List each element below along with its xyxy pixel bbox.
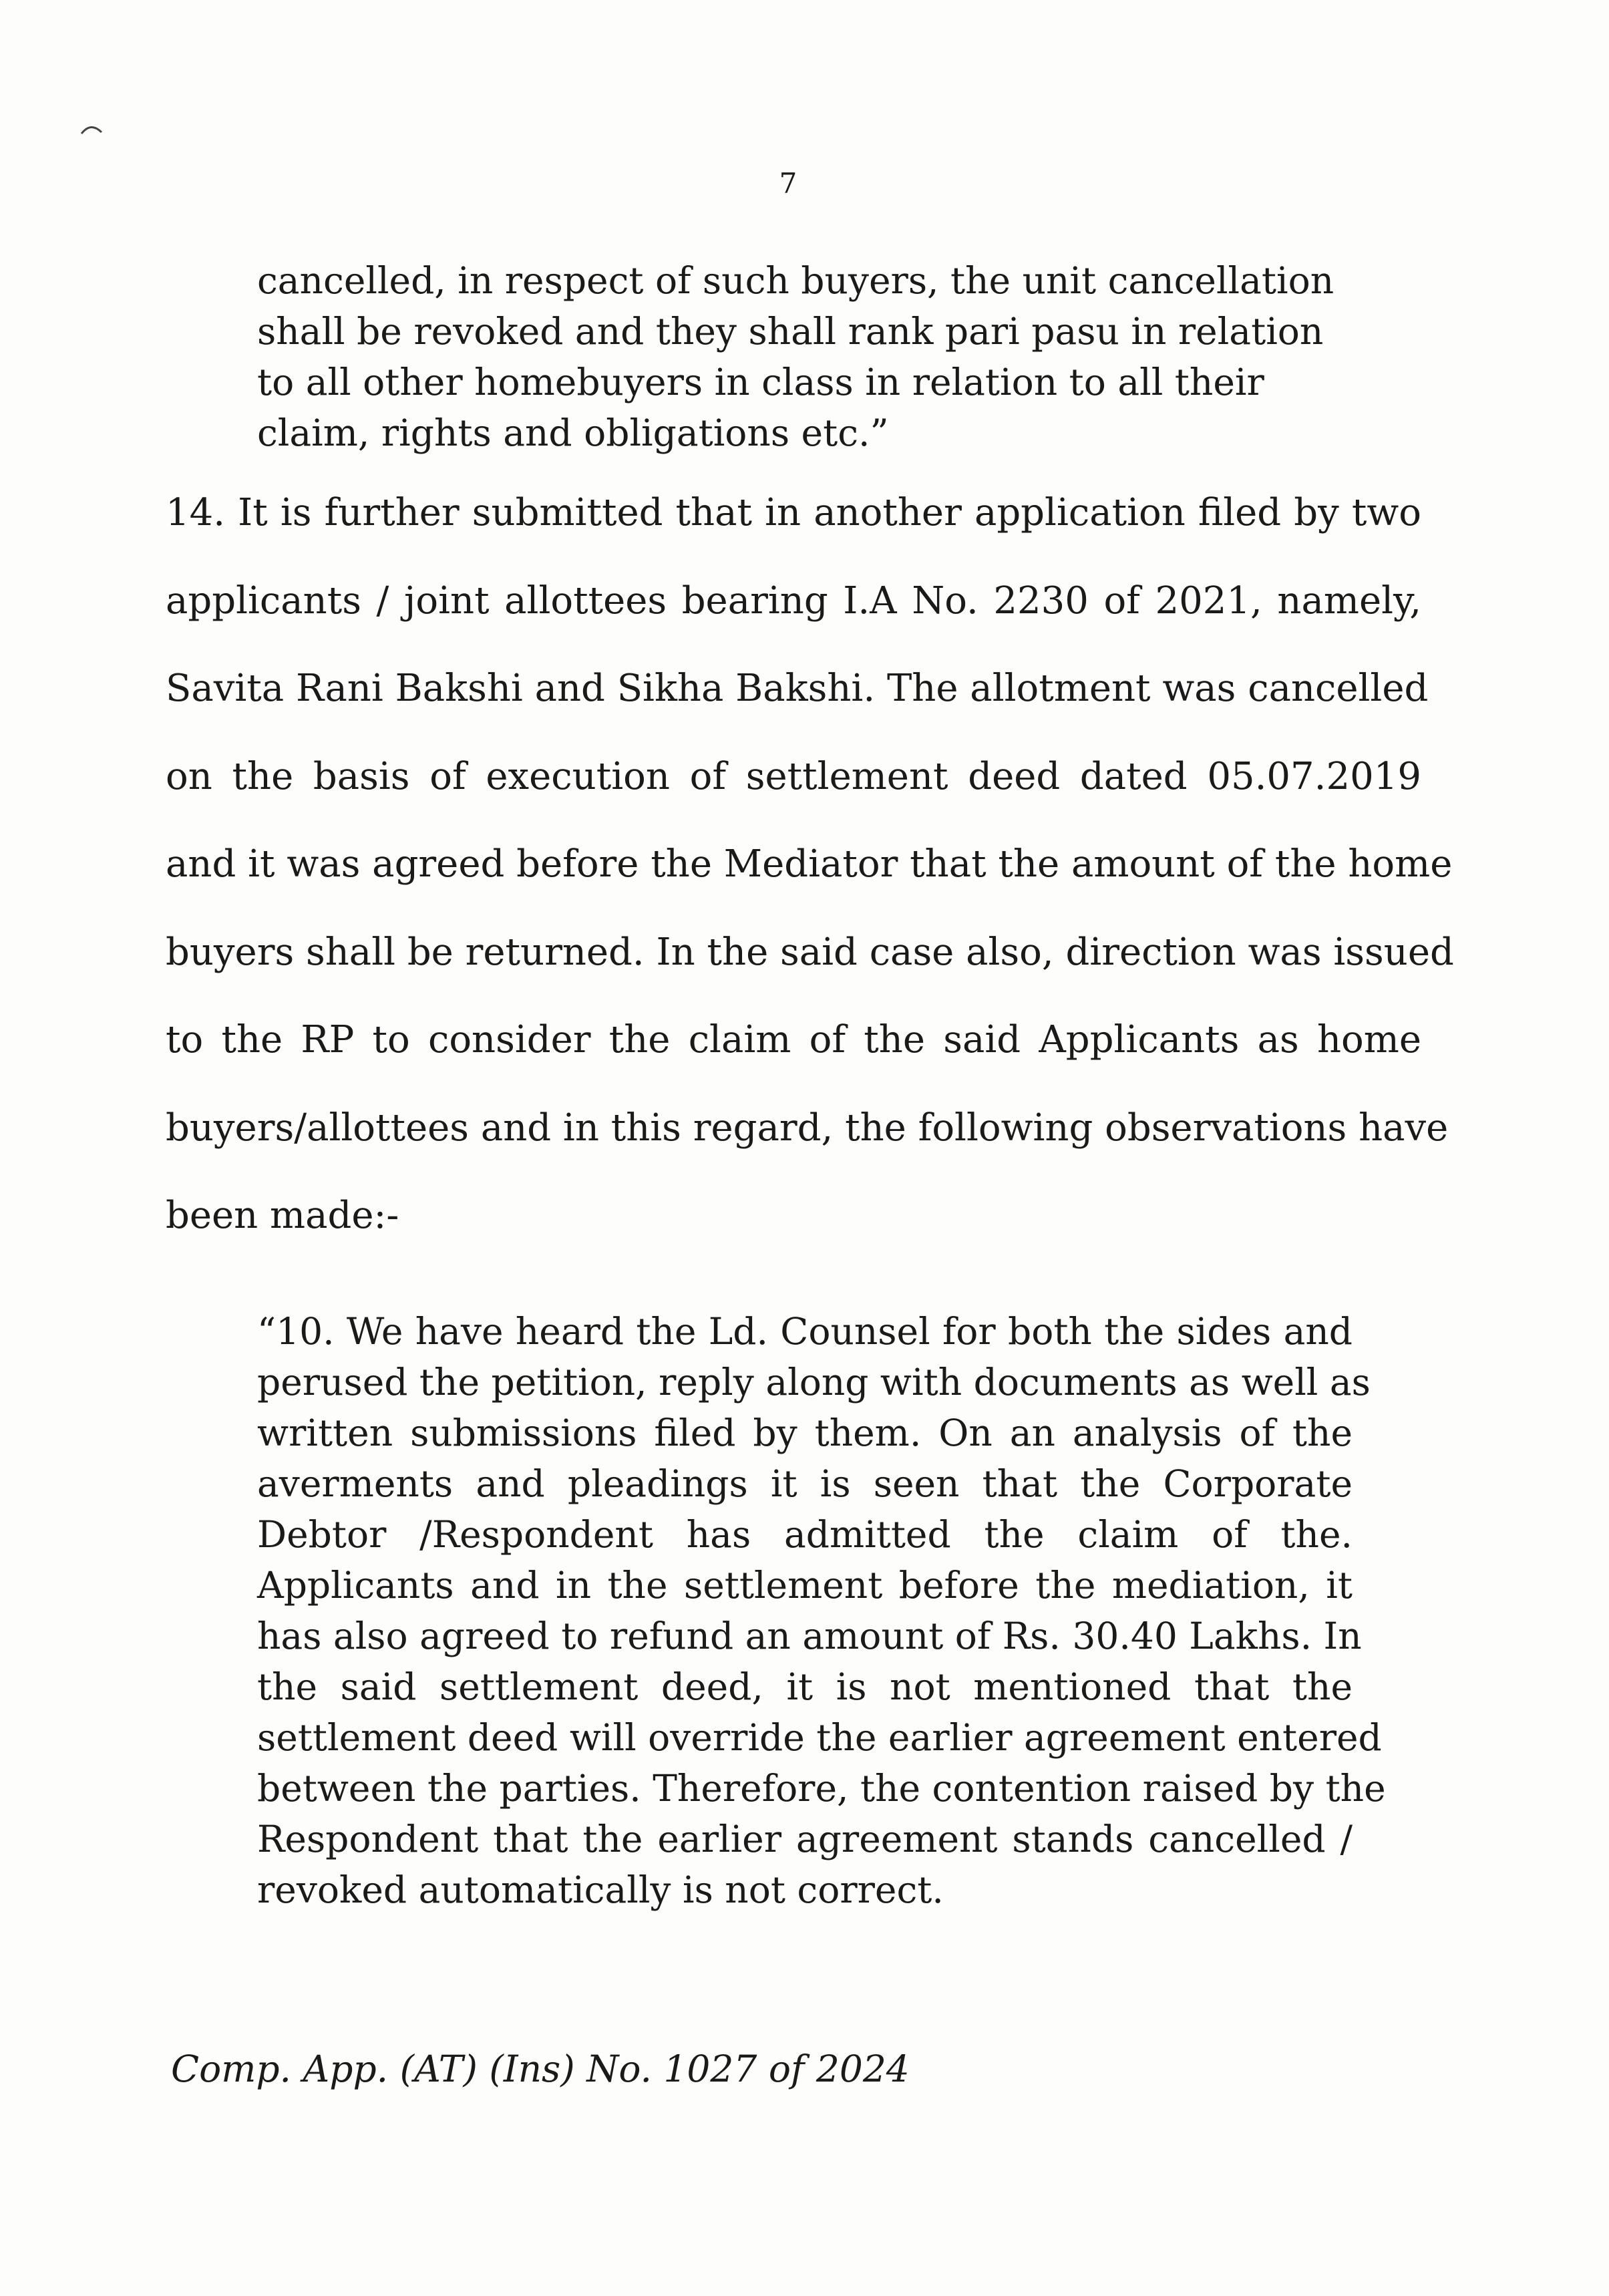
paragraph-14 xyxy=(166,484,1454,1275)
quote-line: Debtor /Respondent has admitted the claim of the. xyxy=(257,1513,1353,1556)
paragraph-line: buyers/allottees and in this regard, the following observations have xyxy=(166,1106,1449,1150)
quote-line: revoked automatically is not correct. xyxy=(257,1868,944,1911)
quote-line: “10. We have heard the Ld. Counsel for both the sides and xyxy=(257,1310,1353,1353)
paragraph-line: buyers shall be returned. In the said case also, direction was issued xyxy=(166,930,1454,974)
block-quote-continuation xyxy=(257,255,1339,458)
page-number: 7 xyxy=(779,167,797,200)
quote-line: claim, rights and obligations etc.” xyxy=(257,412,889,454)
quote-line: Applicants and in the settlement before the mediation, it xyxy=(257,1564,1353,1607)
block-quote-observations xyxy=(257,1306,1386,1915)
paragraph-line: applicants / joint allottees bearing I.A No. 2230 of 2021, namely, xyxy=(166,579,1421,623)
quote-line: settlement deed will override the earlier agreement entered xyxy=(257,1716,1382,1759)
paragraph-line: 14. It is further submitted that in another application filed by two xyxy=(166,491,1421,534)
case-reference-footer: Comp. App. (AT) (Ins) No. 1027 of 2024 xyxy=(171,2047,910,2090)
quote-line: has also agreed to refund an amount of Rs. 30.40 Lakhs. In xyxy=(257,1615,1362,1657)
paragraph-line: to the RP to consider the claim of the said Applicants as home xyxy=(166,1018,1421,1061)
quote-line: the said settlement deed, it is not mentioned that the xyxy=(257,1665,1353,1708)
quote-line: cancelled, in respect of such buyers, the unit cancellation xyxy=(257,259,1334,302)
quote-line: Respondent that the earlier agreement stands cancelled / xyxy=(257,1818,1353,1860)
quote-line: averments and pleadings it is seen that the Corporate xyxy=(257,1462,1353,1505)
quote-line: written submissions filed by them. On an analysis of the xyxy=(257,1412,1353,1454)
paragraph-line: on the basis of execution of settlement deed dated 05.07.2019 xyxy=(166,754,1421,798)
quote-line: perused the petition, reply along with documents as well as xyxy=(257,1361,1371,1404)
quote-line: to all other homebuyers in class in relation to all their xyxy=(257,361,1264,403)
quote-line: shall be revoked and they shall rank pari pasu in relation xyxy=(257,310,1324,353)
paragraph-line: been made:- xyxy=(166,1194,399,1237)
scan-artifact-icon xyxy=(79,119,111,151)
quote-line: between the parties. Therefore, the contention raised by the xyxy=(257,1767,1386,1810)
paragraph-line: and it was agreed before the Mediator that the amount of the home xyxy=(166,842,1453,886)
paragraph-line: Savita Rani Bakshi and Sikha Bakshi. The allotment was cancelled xyxy=(166,667,1429,710)
